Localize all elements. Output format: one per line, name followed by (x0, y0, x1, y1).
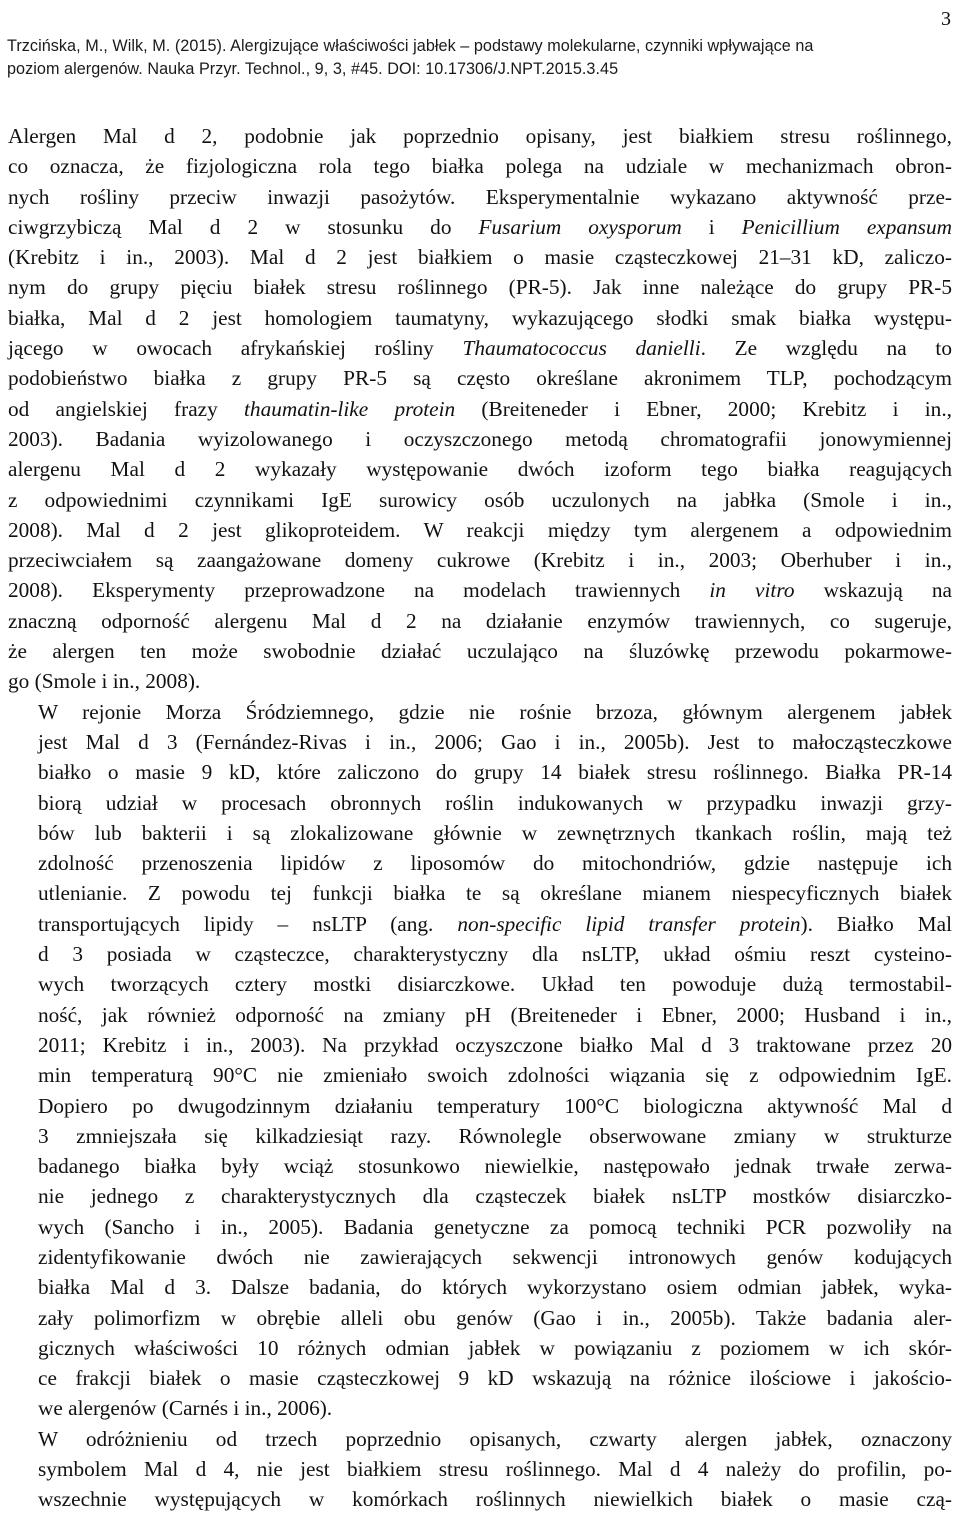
text-line: 3 zmniejszała się kilkadziesiąt razy. Równolegle obserwowane zmiany w strukturze (38, 1123, 952, 1148)
text-line: z odpowiednimi czynnikami IgE surowicy osób uczulonych na jabłka (Smole i in., (8, 487, 952, 512)
paragraph (8, 121, 952, 697)
text-line: go (Smole i in., 2008). (8, 669, 201, 694)
text-line: we alergenów (Carnés i in., 2006). (38, 1396, 333, 1421)
text-line: co oznacza, że fizjologiczna rola tego białka polega na udziale w mechanizmach obron- (8, 154, 952, 179)
text-line: Dopiero po dwugodzinnym działaniu temperatury 100°C biologiczna aktywność Mal d (38, 1093, 952, 1118)
text-line: podobieństwo białka z grupy PR-5 są często określane akronimem TLP, pochodzącym (8, 366, 952, 391)
text-line: jącego w owocach afrykańskiej rośliny Thaumatococcus danielli. Ze względu na to (8, 336, 952, 361)
text-line: znaczną odporność alergenu Mal d 2 na działanie enzymów trawiennych, co sugeruje, (8, 608, 952, 633)
text-line: białka, Mal d 2 jest homologiem taumatyny, wykazującego słodki smak białka występu- (8, 305, 952, 330)
text-line: zały polimorfizm w obrębie alleli obu genów (Gao i in., 2005b). Także badania aler- (38, 1305, 952, 1330)
text-line: 2008). Mal d 2 jest glikoproteidem. W reakcji między tym alergenem a odpowiednim (8, 517, 952, 542)
page-number: 3 (941, 8, 951, 30)
text-line: (Krebitz i in., 2003). Mal d 2 jest białkiem o masie cząsteczkowej 21–31 kD, zaliczo- (8, 245, 952, 270)
text-line: wych tworzących cztery mostki disiarczkowe. Układ ten powoduje dużą termostabil- (38, 972, 952, 997)
citation-header (7, 35, 937, 81)
text-line: jest Mal d 3 (Fernández-Rivas i in., 2006; Gao i in., 2005b). Jest to małocząsteczkowe (38, 729, 952, 754)
text-line: białko o masie 9 kD, które zaliczono do grupy 14 białek stresu roślinnego. Białka PR-14 (38, 760, 952, 785)
text-line: badanego białka były wciąż stosunkowo niewielkie, następowało jednak trwałe zerwa- (38, 1154, 952, 1179)
text-line: alergenu Mal d 2 wykazały występowanie dwóch izoform tego białka reagujących (8, 457, 952, 482)
text-line: utlenianie. Z powodu tej funkcji białka te są określane mianem niespecyficznych białek (38, 881, 952, 906)
text-line: ność, jak również odporność na zmiany pH (Breiteneder i Ebner, 2000; Husband i in., (38, 1002, 952, 1027)
text-line: bów lub bakterii i są zlokalizowane głównie w zewnętrznych tkankach roślin, mają też (38, 820, 952, 845)
paragraph (8, 697, 952, 1424)
text-line: transportujących lipidy – nsLTP (ang. non-specific lipid transfer protein). Białko Mal (38, 911, 952, 936)
text-line: symbolem Mal d 4, nie jest białkiem stresu roślinnego. Mal d 4 należy do profilin, po- (38, 1457, 952, 1482)
text-line: nych rośliny przeciw inwazji pasożytów. Eksperymentalnie wykazano aktywność prze- (8, 184, 952, 209)
text-line: gicznych właściwości 10 różnych odmian jabłek w powiązaniu z poziomem w ich skór- (38, 1335, 952, 1360)
citation-line: Trzcińska, M., Wilk, M. (2015). Alergizujące właściwości jabłek – podstawy molekularne, czynniki wpływające na (7, 37, 814, 55)
text-line: zdolność przenoszenia lipidów z liposomów do mitochondriów, gdzie następuje ich (38, 851, 952, 876)
text-line: zidentyfikowanie dwóch nie zawierających sekwencji intronowych genów kodujących (38, 1244, 952, 1269)
text-line: przeciwciałem są zaangażowane domeny cukrowe (Krebitz i in., 2003; Oberhuber i in., (8, 548, 952, 573)
text-line: biorą udział w procesach obronnych roślin indukowanych w przypadku inwazji grzy- (38, 790, 952, 815)
text-line: 2011; Krebitz i in., 2003). Na przykład oczyszczone białko Mal d 3 traktowane przez 20 (38, 1032, 952, 1057)
text-line: że alergen ten może swobodnie działać uczulająco na śluzówkę przewodu pokarmowe- (8, 639, 952, 664)
text-line: min temperaturą 90°C nie zmieniało swoich zdolności wiązania się z odpowiednim IgE. (38, 1063, 952, 1088)
paragraph (8, 1424, 952, 1515)
text-line: wych (Sancho i in., 2005). Badania genetyczne za pomocą techniki PCR pozwoliły na (38, 1214, 952, 1239)
text-line: od angielskiej frazy thaumatin-like protein (Breiteneder i Ebner, 2000; Krebitz i in., (8, 396, 952, 421)
text-line: d 3 posiada w cząsteczce, charakterystyczny dla nsLTP, układ ośmiu reszt cysteino- (38, 942, 952, 967)
body-text (8, 121, 952, 1515)
text-line: W rejonie Morza Śródziemnego, gdzie nie rośnie brzoza, głównym alergenem jabłek (38, 699, 952, 724)
text-line: nie jednego z charakterystycznych dla cząsteczek białek nsLTP mostków disiarczko- (38, 1184, 952, 1209)
text-line: W odróżnieniu od trzech poprzednio opisanych, czwarty alergen jabłek, oznaczony (38, 1426, 952, 1451)
text-line: ce frakcji białek o masie cząsteczkowej 9 kD wskazują na różnice ilościowe i jakościo- (38, 1366, 952, 1391)
citation-line: poziom alergenów. Nauka Przyr. Technol., 9, 3, #45. DOI: 10.17306/J.NPT.2015.3.45 (7, 60, 619, 78)
text-line: Alergen Mal d 2, podobnie jak poprzednio opisany, jest białkiem stresu roślinnego, (8, 124, 952, 148)
text-line: ciwgrzybiczą Mal d 2 w stosunku do Fusarium oxysporum i Penicillium expansum (8, 214, 952, 239)
text-line: wszechnie występujących w komórkach roślinnych niewielkich białek o masie czą- (38, 1487, 952, 1512)
text-line: 2003). Badania wyizolowanego i oczyszczonego metodą chromatografii jonowymiennej (8, 426, 952, 451)
text-line: białka Mal d 3. Dalsze badania, do których wykorzystano osiem odmian jabłek, wyka- (38, 1275, 952, 1300)
text-line: nym do grupy pięciu białek stresu roślinnego (PR-5). Jak inne należące do grupy PR-5 (8, 275, 952, 300)
text-line: 2008). Eksperymenty przeprowadzone na modelach trawiennych in vitro wskazują na (8, 578, 952, 603)
